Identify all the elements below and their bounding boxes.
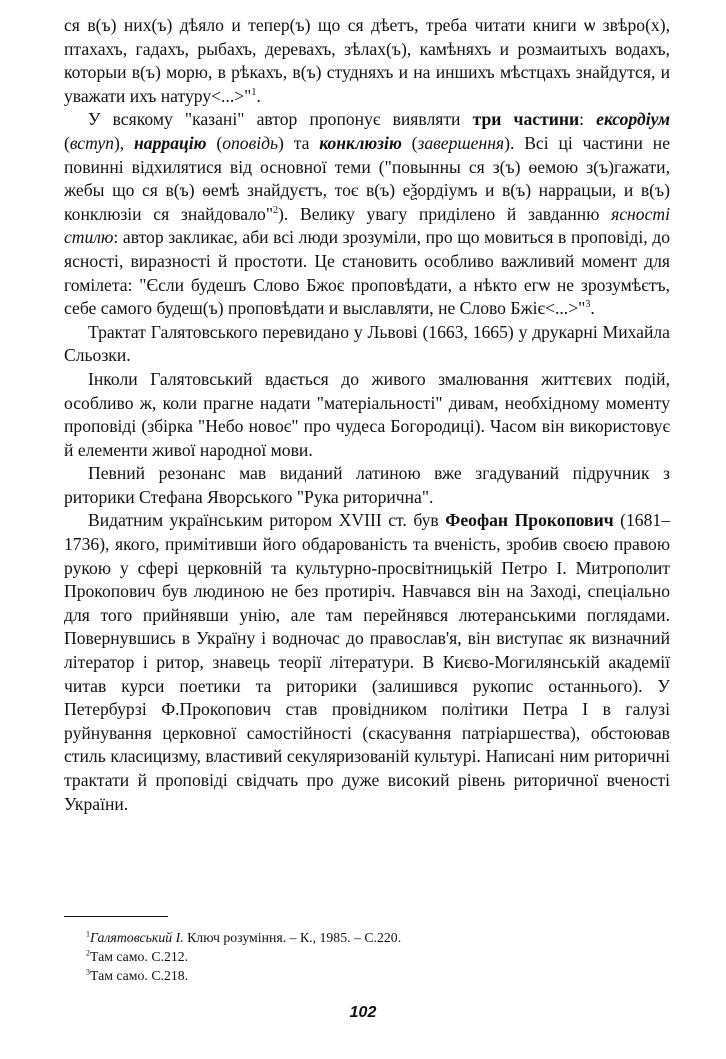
text-run: (1681–1736), якого, примітивши його обдарованість та вченість, зробив своєю правою рукою у сфері церковній та культурно-просвітницькій Петро І. Митрополит Прокопович був людиною не без протиріч. Навчався він на Заході, спеціально для того прийнявши унію, але там перейнявся лютеранськими поглядами. Повернувшись в Україну і водночас до православ'я, він виступає як визначний літератор і ритор, знавець теорії літератури. В Києво-Могилянській академії читав курси поетики та риторики (залишився рукопис останнього). У Петербурзі Ф.Прокопович став провідником політики Петра І в галузі руйнування церковної самостійності (скасування патріаршества), обстоював стиль класицизму, властивий секуляризованій культурі. Написані ним риторичні трактати й проповіді свідчать про дуже високий рівень риторичної вченості України.: [64, 510, 670, 814]
footnote-text: Там само. С.212.: [90, 949, 189, 964]
text-run: ). Всі ці частини не повинні відхилятися від основної теми ("повынны ся з(ъ) ѳемою з(ъ)гажати, жебы що ся в(ъ) ѳемѣ знайдуєтъ, тоє в(ъ) eѯордіумъ и в(ъ) наррацыи, и в(ъ) конклюзіи ся знайдовало": [64, 132, 671, 224]
footnote-1: [86, 928, 646, 947]
paragraph-3: Інколи Галятовський вдається до живого змалювання життєвих подій, особливо ж, коли прагне надати "матеріальності" дивам, необхідному моменту проповіді (збірка "Небо новоє" про чудеса Богородиці). Часом він використовує й елементи живої народної мови.: [64, 368, 670, 460]
footnote-mark: 3: [86, 967, 90, 977]
bold-italic-term: ексордіум: [596, 109, 670, 130]
bold-italic-term: конклюзію: [319, 132, 402, 153]
footnotes: [86, 928, 646, 985]
text-run: ) та: [278, 132, 320, 153]
text-run: У всякому "казані" автор пропонує виявляти: [88, 109, 473, 130]
italic-term: завершення: [417, 132, 505, 153]
page-body: [64, 14, 670, 816]
bold-italic-term: наррацію: [134, 132, 207, 153]
footnote-ref: 2: [273, 204, 279, 216]
paragraph-text: ся в(ъ) них(ъ) дѣяло и тепер(ъ) що ся дѣетъ, треба читати книги ѡ звѣро(х), птахахъ, гадахъ, рыбахъ, деревахъ, зѣлах(ъ), камѣняхъ и розмаитыхъ водахъ, которыи в(ъ) морю, в рѣкахъ, в(ъ) студняхъ и на иншихъ мѣстцахъ знайдутся, и уважати ихъ натуру<...>": [64, 15, 670, 106]
paragraph-4: Певний резонанс мав виданий латиною вже згадуваний підручник з риторики Стефана Яворського "Рука риторична".: [64, 463, 670, 507]
paragraph-2: Трактат Галятовського перевидано у Львові (1663, 1665) у друкарні Михайла Сльозки.: [64, 321, 670, 366]
italic-term: оповідь: [222, 132, 279, 153]
footnote-3: [86, 966, 646, 985]
text-run: (: [206, 132, 223, 153]
text-run: ),: [113, 132, 135, 153]
page-number: 102: [349, 1004, 377, 1021]
paragraph-1: [64, 108, 670, 320]
text-run: ). Велику увагу приділено й завданню: [278, 203, 612, 224]
footnote-divider: [64, 916, 168, 917]
text-run: (: [401, 132, 418, 153]
footnote-2: [86, 947, 646, 966]
text-run: (: [64, 132, 70, 153]
footnote-ref: 1: [251, 86, 257, 98]
italic-term: вступ: [69, 132, 114, 153]
footnote-text: Ключ розуміння. – К., 1985. – С.220.: [183, 930, 402, 945]
footnote-ref: 3: [585, 299, 591, 311]
paragraph-0: ся в(ъ) них(ъ) дѣяло и тепер(ъ) що ся дѣетъ, треба читати книги ѡ звѣро(х), птахахъ, гадахъ, рыбахъ, деревахъ, зѣлах(ъ), камѣняхъ и розмаитыхъ водахъ, которыи в(ъ) морю, в рѣкахъ, в(ъ) студняхъ и на иншихъ мѣстцахъ знайдутся, и уважати ихъ натуру<...>"$^1$.: [64, 15, 670, 106]
text-run: Видатним українським ритором XVIII ст. був: [88, 510, 446, 531]
footnote-mark: 1: [86, 929, 90, 939]
footnote-author: Галятовський І.: [90, 930, 184, 945]
italic-term: ясності стилю: [64, 203, 670, 248]
text-run: :: [579, 109, 597, 130]
bold-term: Феофан Прокопович: [445, 510, 614, 531]
text-run: .: [590, 298, 595, 319]
bold-term: три частини: [472, 109, 580, 130]
footnote-text: Там само. С.218.: [90, 968, 189, 983]
footnote-mark: 2: [86, 948, 90, 958]
paragraph-5: [64, 509, 670, 816]
text-run: : автор закликає, аби всі люди зрозуміли, про що мовиться в проповіді, до ясності, виразності й простоти. Це становить особливо важливий момент для гомілета: "Єсли будешъ Слово Бжоє проповѣдати, а нѣкто егѡ не зрозумѣєтъ, себе самого будеш(ъ) проповѣдати и выславляти, не Слово Бжіє<...>": [64, 227, 670, 319]
